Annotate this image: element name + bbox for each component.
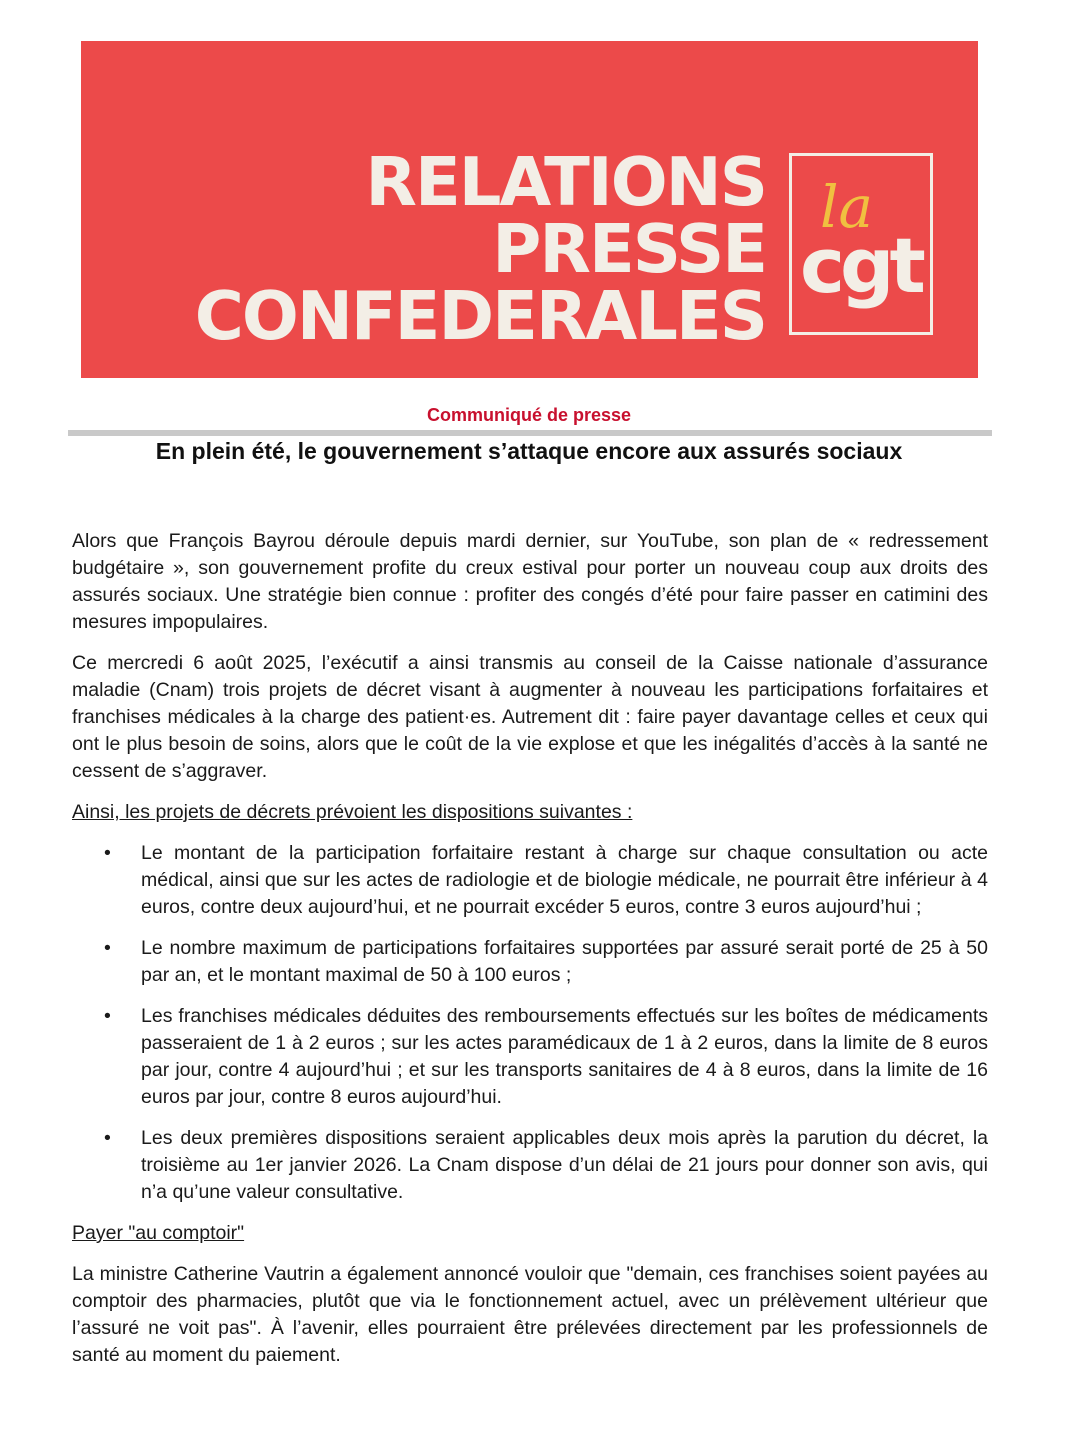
header-banner <box>81 41 978 378</box>
list-item <box>72 840 988 921</box>
list-heading: Ainsi, les projets de décrets prévoient les dispositions suivantes : <box>72 801 633 823</box>
list-item-text: Les franchises médicales déduites des remboursements effectués sur les boîtes de médicaments passeraient de 1 à 2 euros ; sur les actes paramédicaux de 1 à 2 euros, dans la limite de 8 euros par jour, contre 4 aujourd’hui ; et sur les transports sanitaires de 4 à 8 euros, dans la limite de 16 euros par jour, contre 8 euros aujourd’hui. <box>141 1005 988 1108</box>
list-item <box>72 935 988 989</box>
list-item <box>72 1003 988 1111</box>
bullet-icon: • <box>104 842 111 864</box>
article-body <box>72 528 988 1383</box>
provisions-list <box>72 840 988 1206</box>
logo-cgt-text: cgt <box>800 221 921 310</box>
paragraph-context: Ce mercredi 6 août 2025, l’exécutif a ainsi transmis au conseil de la Caisse nationale d’assurance maladie (Cnam) trois projets de décret visant à augmenter à nouveau les participations forfaitaires et franchises médicales à la charge des patient·es. Autrement dit : faire payer davantage celles et ceux qui ont le plus besoin de soins, alors que le coût de la vie explose et que les inégalités d’accès à la santé ne cessent de s’aggraver. <box>72 652 988 782</box>
list-item-text: Le nombre maximum de participations forfaitaires supportées par assuré serait porté de 25 à 50 par an, et le montant maximal de 50 à 100 euros ; <box>141 937 988 986</box>
paragraph-counter: La ministre Catherine Vautrin a également annoncé vouloir que "demain, ces franchises soient payées au comptoir des pharmacies, plutôt que via le fonctionnement actuel, avec un prélèvement ultérieur que l’assuré ne voit pas". À l’avenir, elles pourraient être prélevées directement par les professionnels de santé au moment du paiement. <box>72 1263 988 1366</box>
list-item <box>72 1125 988 1206</box>
paragraph-intro: Alors que François Bayrou déroule depuis mardi dernier, sur YouTube, son plan de « redressement budgétaire », son gouvernement profite du creux estival pour porter un nouveau coup aux droits des assurés sociaux. Une stratégie bien connue : profiter des congés d’été pour faire passer en catimini des mesures impopulaires. <box>72 530 988 633</box>
banner-line-2: PRESSE <box>492 210 766 288</box>
banner-title <box>194 143 766 355</box>
divider <box>68 430 992 436</box>
page-title: En plein été, le gouvernement s’attaque encore aux assurés sociaux <box>155 438 903 464</box>
section-heading: Payer "au comptoir" <box>72 1222 245 1244</box>
list-item-text: Le montant de la participation forfaitaire restant à charge sur chaque consultation ou acte médical, ainsi que sur les actes de radiologie et de biologie médicale, ne pourrait être inférieur à 4 euros, contre deux aujourd’hui, et ne pourrait excéder 5 euros, contre 3 euros aujourd’hui ; <box>141 842 988 918</box>
banner-line-3: CONFEDERALES <box>194 277 766 355</box>
list-item-text: Les deux premières dispositions seraient applicables deux mois après la parution du décret, la troisième au 1er janvier 2026. La Cnam dispose d’un délai de 21 jours pour donner son avis, qui n’a qu’une valeur consultative. <box>141 1127 988 1203</box>
banner-line-1: RELATIONS <box>365 143 766 221</box>
cgt-logo <box>789 153 933 335</box>
bullet-icon: • <box>104 1005 111 1027</box>
press-release-label: Communiqué de presse <box>426 405 632 425</box>
bullet-icon: • <box>104 1127 111 1149</box>
logo-la-text: la <box>820 173 874 241</box>
bullet-icon: • <box>104 937 111 959</box>
